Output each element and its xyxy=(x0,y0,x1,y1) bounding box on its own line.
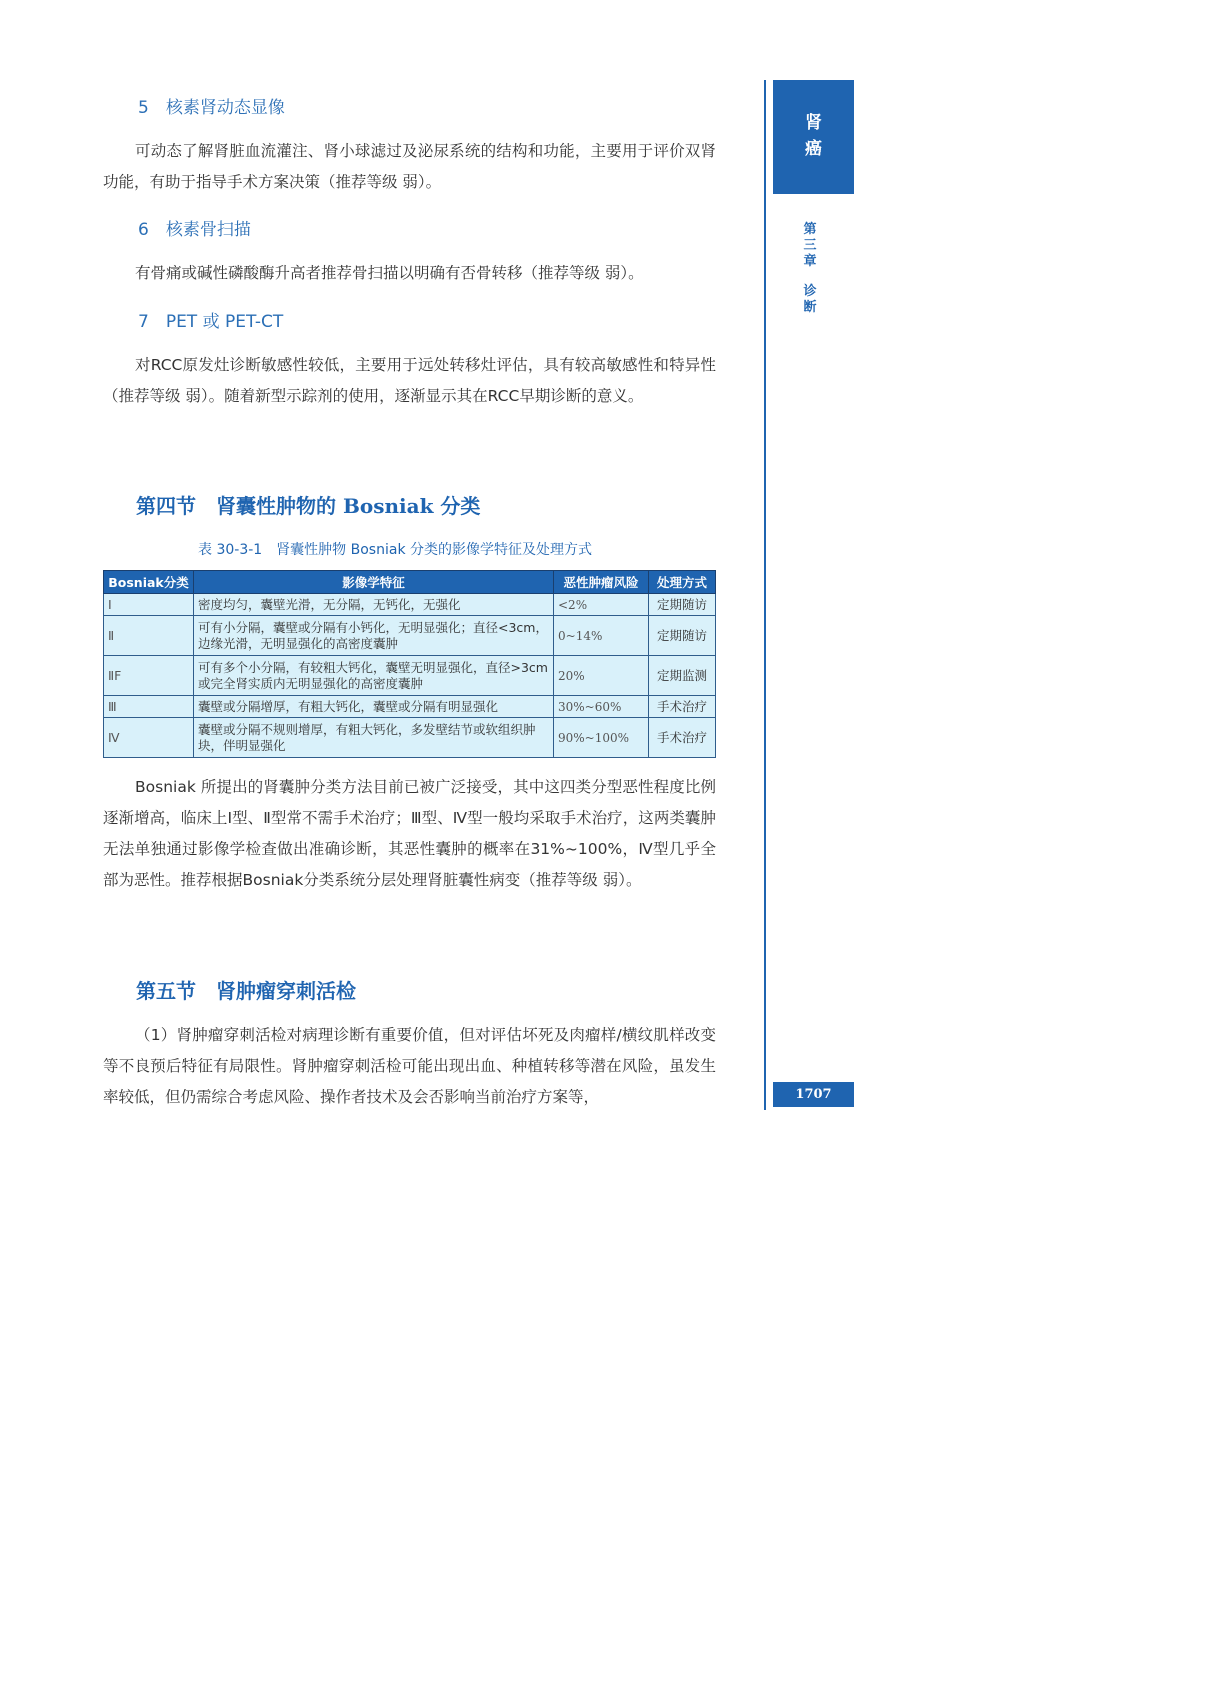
table-cell: Ⅳ xyxy=(104,718,194,758)
table-row xyxy=(104,718,716,758)
chapter-label xyxy=(800,222,820,316)
table-cell: 定期随访 xyxy=(649,594,716,616)
table-row xyxy=(104,656,716,696)
chapter-char: 三 xyxy=(803,238,817,253)
chapter-tab xyxy=(773,80,854,194)
table-header: 恶性肿瘤风险 xyxy=(554,571,649,594)
table-header: 影像学特征 xyxy=(194,571,554,594)
chapter-tab-line: 肾 xyxy=(805,113,822,133)
heading-7: 7 PET 或 PET-CT xyxy=(138,312,284,332)
paragraph-bosniak: Bosniak 所提出的肾囊肿分类方法目前已被广泛接受，其中这四类分型恶性程度比例逐渐增高，临床上Ⅰ型、Ⅱ型常不需手术治疗；Ⅲ型、Ⅳ型一般均采取手术治疗，这两类囊肿无法单独通过影像学检查做出准确诊断，其恶性囊肿的概率在31%~100%，Ⅳ型几乎全部为恶性。推荐根据Bosniak分类系统分层处理肾脏囊性病变（推荐等级 弱）。 xyxy=(103,778,716,889)
chapter-char: 第 xyxy=(803,222,817,237)
paragraph-7: 对RCC原发灶诊断敏感性较低，主要用于远处转移灶评估，具有较高敏感性和特异性（推荐等级 弱）。随着新型示踪剂的使用，逐渐显示其在RCC早期诊断的意义。 xyxy=(103,356,716,405)
table-cell: 0~14% xyxy=(554,616,649,656)
table-cell: Ⅱ xyxy=(104,616,194,656)
section-4-title: 第四节 肾囊性肿物的 Bosniak 分类 xyxy=(136,494,481,518)
chapter-title-char: 诊 xyxy=(803,284,817,299)
chapter-tab-line: 癌 xyxy=(805,139,822,159)
paragraph-biopsy: （1）肾肿瘤穿刺活检对病理诊断有重要价值，但对评估坏死及肉瘤样/横纹肌样改变等不良预后特征有局限性。肾肿瘤穿刺活检可能出现出血、种植转移等潜在风险，虽发生率较低，但仍需综合考虑风险、操作者技术及会否影响当前治疗方案等， xyxy=(103,1026,716,1106)
page-number: 1707 xyxy=(773,1082,854,1107)
table-header-row xyxy=(104,571,716,594)
table-cell: 可有小分隔，囊壁或分隔有小钙化，无明显强化；直径<3cm，边缘光滑，无明显强化的高密度囊肿 xyxy=(194,616,554,656)
table-cell: ⅡF xyxy=(104,656,194,696)
table-cell: 90%~100% xyxy=(554,718,649,758)
table-row xyxy=(104,616,716,656)
table-caption: 表 30-3-1 肾囊性肿物 Bosniak 分类的影像学特征及处理方式 xyxy=(198,542,592,558)
table-cell: 手术治疗 xyxy=(649,718,716,758)
table-cell: 定期随访 xyxy=(649,616,716,656)
table-cell: 可有多个小分隔，有较粗大钙化，囊壁无明显强化，直径>3cm或完全肾实质内无明显强化的高密度囊肿 xyxy=(194,656,554,696)
table-cell: Ⅰ xyxy=(104,594,194,616)
chapter-title-char: 断 xyxy=(803,300,817,315)
table-header: Bosniak分类 xyxy=(104,571,194,594)
table-cell: Ⅲ xyxy=(104,696,194,718)
table-cell: 30%~60% xyxy=(554,696,649,718)
table-cell: 密度均匀，囊壁光滑，无分隔，无钙化，无强化 xyxy=(194,594,554,616)
paragraph-5: 可动态了解肾脏血流灌注、肾小球滤过及泌尿系统的结构和功能，主要用于评价双肾功能，有助于指导手术方案决策（推荐等级 弱）。 xyxy=(103,142,716,191)
margin-rule xyxy=(764,80,766,1110)
chapter-char: 章 xyxy=(803,254,817,269)
section-5-title: 第五节 肾肿瘤穿刺活检 xyxy=(136,979,356,1003)
paragraph-6: 有骨痛或碱性磷酸酶升高者推荐骨扫描以明确有否骨转移（推荐等级 弱）。 xyxy=(135,264,644,282)
table-cell: 定期监测 xyxy=(649,656,716,696)
table-cell: <2% xyxy=(554,594,649,616)
table-cell: 手术治疗 xyxy=(649,696,716,718)
heading-6: 6 核素骨扫描 xyxy=(138,220,251,240)
table-cell: 囊壁或分隔增厚，有粗大钙化，囊壁或分隔有明显强化 xyxy=(194,696,554,718)
table-row xyxy=(104,696,716,718)
heading-5: 5 核素肾动态显像 xyxy=(138,98,285,118)
table-cell: 20% xyxy=(554,656,649,696)
bosniak-table xyxy=(103,570,716,758)
table-row xyxy=(104,594,716,616)
table-header: 处理方式 xyxy=(649,571,716,594)
table-cell: 囊壁或分隔不规则增厚，有粗大钙化，多发壁结节或软组织肿块，伴明显强化 xyxy=(194,718,554,758)
